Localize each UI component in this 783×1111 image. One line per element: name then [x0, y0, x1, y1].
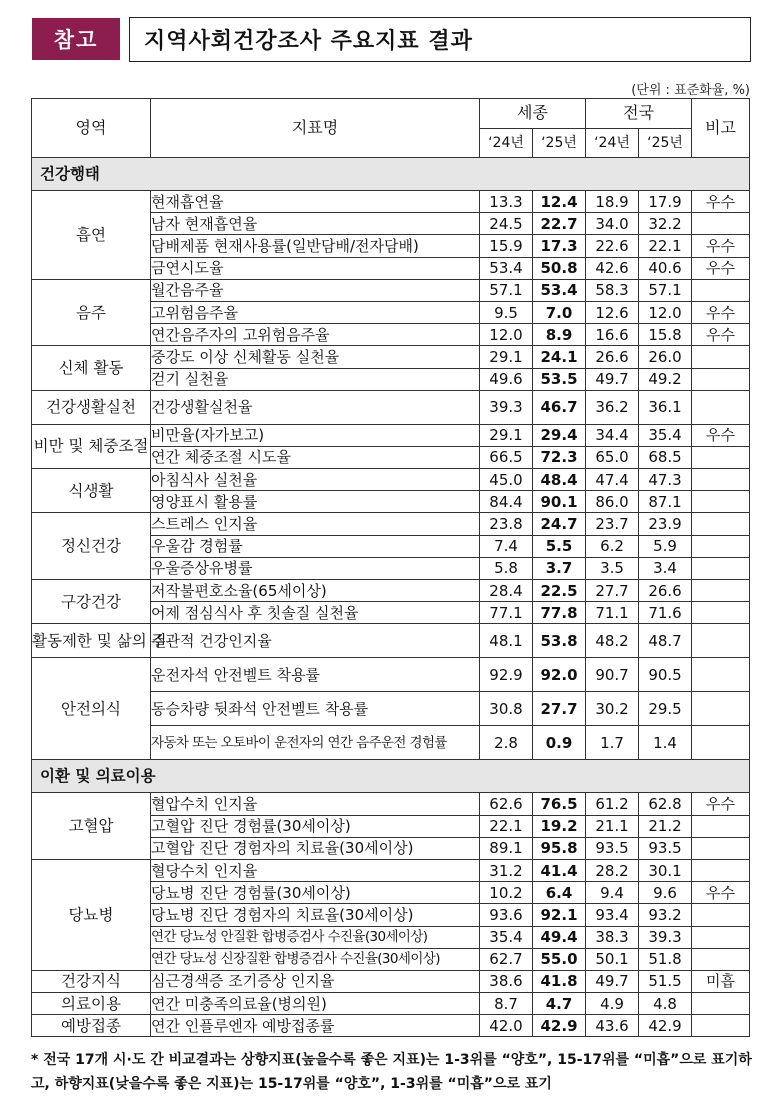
sejong-2025-cell: 19.2 — [533, 815, 586, 837]
indicator-name-cell: 혈당수치 인지율 — [151, 859, 480, 881]
sejong-2024-cell: 77.1 — [480, 602, 533, 624]
national-2025-cell: 26.0 — [639, 346, 692, 368]
national-2024-cell: 61.2 — [586, 793, 639, 815]
national-2024-cell: 3.5 — [586, 557, 639, 579]
indicator-table — [31, 98, 750, 1037]
note-cell — [692, 726, 750, 760]
header-national-2025: ‘25년 — [639, 128, 692, 158]
area-cell: 식생활 — [32, 469, 151, 513]
sejong-2025-cell: 7.0 — [533, 301, 586, 323]
indicator-name-cell: 고혈압 진단 경험자의 치료율(30세이상) — [151, 837, 480, 859]
national-2024-cell: 28.2 — [586, 859, 639, 881]
national-2024-cell: 90.7 — [586, 658, 639, 692]
note-cell — [692, 1015, 750, 1037]
area-cell: 정신건강 — [32, 513, 151, 580]
sejong-2025-cell: 22.7 — [533, 213, 586, 235]
sejong-2025-cell: 49.4 — [533, 926, 586, 948]
national-2024-cell: 71.1 — [586, 602, 639, 624]
national-2025-cell: 93.5 — [639, 837, 692, 859]
sejong-2025-cell: 17.3 — [533, 235, 586, 257]
sejong-2024-cell: 92.9 — [480, 658, 533, 692]
indicator-name-cell: 자동차 또는 오토바이 운전자의 연간 음주운전 경험률 — [151, 726, 480, 760]
table-body — [32, 158, 750, 1037]
indicator-name-cell: 연간음주자의 고위험음주율 — [151, 324, 480, 346]
note-cell — [692, 446, 750, 468]
national-2024-cell: 58.3 — [586, 279, 639, 301]
indicator-name-cell: 고위험음주율 — [151, 301, 480, 323]
indicator-name-cell: 당뇨병 진단 경험률(30세이상) — [151, 882, 480, 904]
indicator-name-cell: 주관적 건강인지율 — [151, 624, 480, 658]
indicator-name-cell: 연간 당뇨성 신장질환 합병증검사 수진율(30세이상) — [151, 948, 480, 970]
sejong-2024-cell: 22.1 — [480, 815, 533, 837]
sejong-2025-cell: 90.1 — [533, 491, 586, 513]
area-cell: 음주 — [32, 279, 151, 346]
indicator-name-cell: 영양표시 활용률 — [151, 491, 480, 513]
national-2025-cell: 93.2 — [639, 904, 692, 926]
sejong-2024-cell: 28.4 — [480, 580, 533, 602]
national-2024-cell: 27.7 — [586, 580, 639, 602]
national-2024-cell: 1.7 — [586, 726, 639, 760]
national-2024-cell: 30.2 — [586, 692, 639, 726]
section-title: 이환 및 의료이용 — [32, 760, 750, 793]
sejong-2024-cell: 29.1 — [480, 346, 533, 368]
indicator-name-cell: 연간 당뇨성 안질환 합병증검사 수진율(30세이상) — [151, 926, 480, 948]
note-cell — [692, 213, 750, 235]
sejong-2025-cell: 55.0 — [533, 948, 586, 970]
sejong-2024-cell: 13.3 — [480, 191, 533, 213]
national-2025-cell: 29.5 — [639, 692, 692, 726]
sejong-2025-cell: 6.4 — [533, 882, 586, 904]
sejong-2025-cell: 24.7 — [533, 513, 586, 535]
national-2025-cell: 90.5 — [639, 658, 692, 692]
table-row — [32, 658, 750, 692]
national-2025-cell: 3.4 — [639, 557, 692, 579]
note-cell — [692, 993, 750, 1015]
indicator-name-cell: 우울감 경험률 — [151, 535, 480, 557]
national-2024-cell: 93.5 — [586, 837, 639, 859]
sejong-2025-cell: 4.7 — [533, 993, 586, 1015]
indicator-name-cell: 저작불편호소율(65세이상) — [151, 580, 480, 602]
note-cell — [692, 815, 750, 837]
sejong-2025-cell: 41.4 — [533, 859, 586, 881]
unit-note: (단위 : 표준화율, %) — [631, 83, 750, 98]
national-2025-cell: 48.7 — [639, 624, 692, 658]
sejong-2025-cell: 92.0 — [533, 658, 586, 692]
national-2025-cell: 51.8 — [639, 948, 692, 970]
sejong-2025-cell: 46.7 — [533, 390, 586, 424]
section-header-row — [32, 158, 750, 191]
national-2025-cell: 15.8 — [639, 324, 692, 346]
note-cell: 우수 — [692, 424, 750, 446]
note-cell — [692, 624, 750, 658]
page-title: 지역사회건강조사 주요지표 결과 — [129, 17, 751, 62]
sejong-2024-cell: 23.8 — [480, 513, 533, 535]
national-2024-cell: 48.2 — [586, 624, 639, 658]
note-cell: 우수 — [692, 793, 750, 815]
national-2025-cell: 36.1 — [639, 390, 692, 424]
note-cell — [692, 926, 750, 948]
sejong-2024-cell: 29.1 — [480, 424, 533, 446]
indicator-name-cell: 동승차량 뒷좌석 안전벨트 착용률 — [151, 692, 480, 726]
header-note: 비고 — [692, 99, 750, 158]
note-cell: 우수 — [692, 301, 750, 323]
indicator-name-cell: 고혈압 진단 경험률(30세이상) — [151, 815, 480, 837]
sejong-2024-cell: 45.0 — [480, 469, 533, 491]
indicator-name-cell: 혈압수치 인지율 — [151, 793, 480, 815]
sejong-2025-cell: 92.1 — [533, 904, 586, 926]
national-2025-cell: 40.6 — [639, 257, 692, 279]
note-cell — [692, 469, 750, 491]
sejong-2024-cell: 39.3 — [480, 390, 533, 424]
national-2025-cell: 39.3 — [639, 926, 692, 948]
note-cell — [692, 859, 750, 881]
header-national: 전국 — [586, 99, 692, 129]
sejong-2025-cell: 12.4 — [533, 191, 586, 213]
national-2024-cell: 86.0 — [586, 491, 639, 513]
sejong-2024-cell: 49.6 — [480, 368, 533, 390]
sejong-2025-cell: 42.9 — [533, 1015, 586, 1037]
national-2025-cell: 9.6 — [639, 882, 692, 904]
indicator-name-cell: 비만율(자가보고) — [151, 424, 480, 446]
national-2024-cell: 49.7 — [586, 368, 639, 390]
header-sejong-2025: ‘25년 — [533, 128, 586, 158]
table-row — [32, 624, 750, 658]
indicator-name-cell: 금연시도율 — [151, 257, 480, 279]
national-2024-cell: 34.4 — [586, 424, 639, 446]
note-cell: 우수 — [692, 882, 750, 904]
national-2025-cell: 1.4 — [639, 726, 692, 760]
sejong-2024-cell: 42.0 — [480, 1015, 533, 1037]
area-cell: 구강건강 — [32, 580, 151, 624]
table-row — [32, 1015, 750, 1037]
sejong-2025-cell: 5.5 — [533, 535, 586, 557]
sejong-2024-cell: 15.9 — [480, 235, 533, 257]
note-cell — [692, 658, 750, 692]
sejong-2024-cell: 10.2 — [480, 882, 533, 904]
sejong-2025-cell: 53.4 — [533, 279, 586, 301]
sejong-2025-cell: 29.4 — [533, 424, 586, 446]
footnote: * 전국 17개 시·도 간 비교결과는 상향지표(높을수록 좋은 지표)는 1-3위를 “양호”, 15-17위를 “미흡”으로 표기하고, 하향지표(낮을수록 좋은 지표)는 15-17위를 “양호”, 1-3위를 “미흡”으로 표기 — [31, 1052, 752, 1092]
sejong-2024-cell: 53.4 — [480, 257, 533, 279]
sejong-2025-cell: 50.8 — [533, 257, 586, 279]
sejong-2024-cell: 30.8 — [480, 692, 533, 726]
note-cell — [692, 346, 750, 368]
indicator-name-cell: 운전자석 안전벨트 착용률 — [151, 658, 480, 692]
section-header-row — [32, 760, 750, 793]
note-cell — [692, 368, 750, 390]
area-cell: 비만 및 체중조절 — [32, 424, 151, 468]
indicator-name-cell: 건강생활실천율 — [151, 390, 480, 424]
indicator-name-cell: 남자 현재흡연율 — [151, 213, 480, 235]
note-cell — [692, 904, 750, 926]
table-row — [32, 970, 750, 992]
note-cell: 우수 — [692, 235, 750, 257]
indicator-name-cell: 연간 미충족의료율(병의원) — [151, 993, 480, 1015]
indicator-name-cell: 연간 체중조절 시도율 — [151, 446, 480, 468]
national-2024-cell: 6.2 — [586, 535, 639, 557]
national-2024-cell: 23.7 — [586, 513, 639, 535]
sejong-2024-cell: 12.0 — [480, 324, 533, 346]
note-cell — [692, 580, 750, 602]
sejong-2025-cell: 72.3 — [533, 446, 586, 468]
header-area: 영역 — [32, 99, 151, 158]
indicator-name-cell: 심근경색증 조기증상 인지율 — [151, 970, 480, 992]
national-2024-cell: 36.2 — [586, 390, 639, 424]
national-2025-cell: 62.8 — [639, 793, 692, 815]
table-row — [32, 390, 750, 424]
sejong-2024-cell: 35.4 — [480, 926, 533, 948]
national-2024-cell: 43.6 — [586, 1015, 639, 1037]
table-row — [32, 346, 750, 368]
sejong-2024-cell: 9.5 — [480, 301, 533, 323]
national-2025-cell: 17.9 — [639, 191, 692, 213]
sejong-2024-cell: 93.6 — [480, 904, 533, 926]
sejong-2025-cell: 77.8 — [533, 602, 586, 624]
header-sejong-2024: ‘24년 — [480, 128, 533, 158]
table-row — [32, 513, 750, 535]
table-row — [32, 793, 750, 815]
note-cell — [692, 692, 750, 726]
note-cell — [692, 837, 750, 859]
national-2024-cell: 18.9 — [586, 191, 639, 213]
sejong-2024-cell: 2.8 — [480, 726, 533, 760]
national-2025-cell: 47.3 — [639, 469, 692, 491]
national-2025-cell: 12.0 — [639, 301, 692, 323]
header-national-2024: ‘24년 — [586, 128, 639, 158]
national-2025-cell: 87.1 — [639, 491, 692, 513]
sejong-2024-cell: 7.4 — [480, 535, 533, 557]
national-2025-cell: 5.9 — [639, 535, 692, 557]
indicator-name-cell: 당뇨병 진단 경험자의 치료율(30세이상) — [151, 904, 480, 926]
table-row — [32, 191, 750, 213]
indicator-name-cell: 월간음주율 — [151, 279, 480, 301]
national-2024-cell: 49.7 — [586, 970, 639, 992]
sejong-2025-cell: 41.8 — [533, 970, 586, 992]
national-2025-cell: 68.5 — [639, 446, 692, 468]
national-2024-cell: 22.6 — [586, 235, 639, 257]
sejong-2024-cell: 66.5 — [480, 446, 533, 468]
national-2025-cell: 30.1 — [639, 859, 692, 881]
indicator-name-cell: 걷기 실천율 — [151, 368, 480, 390]
note-cell — [692, 948, 750, 970]
reference-badge: 참고 — [32, 18, 120, 60]
national-2025-cell: 35.4 — [639, 424, 692, 446]
indicator-name-cell: 연간 인플루엔자 예방접종률 — [151, 1015, 480, 1037]
national-2024-cell: 38.3 — [586, 926, 639, 948]
indicator-name-cell: 아침식사 실천율 — [151, 469, 480, 491]
national-2024-cell: 42.6 — [586, 257, 639, 279]
national-2025-cell: 32.2 — [639, 213, 692, 235]
indicator-name-cell: 우울증상유병률 — [151, 557, 480, 579]
sejong-2024-cell: 62.7 — [480, 948, 533, 970]
national-2024-cell: 21.1 — [586, 815, 639, 837]
table-row — [32, 424, 750, 446]
table-row — [32, 279, 750, 301]
area-cell: 건강지식 — [32, 970, 151, 992]
sejong-2025-cell: 53.5 — [533, 368, 586, 390]
area-cell: 고혈압 — [32, 793, 151, 860]
note-cell — [692, 557, 750, 579]
area-cell: 안전의식 — [32, 658, 151, 760]
sejong-2025-cell: 76.5 — [533, 793, 586, 815]
national-2024-cell: 9.4 — [586, 882, 639, 904]
sejong-2024-cell: 89.1 — [480, 837, 533, 859]
national-2025-cell: 21.2 — [639, 815, 692, 837]
area-cell: 당뇨병 — [32, 859, 151, 970]
sejong-2024-cell: 62.6 — [480, 793, 533, 815]
note-cell — [692, 491, 750, 513]
area-cell: 건강생활실천 — [32, 390, 151, 424]
table-row — [32, 859, 750, 881]
sejong-2025-cell: 0.9 — [533, 726, 586, 760]
national-2025-cell: 4.8 — [639, 993, 692, 1015]
area-cell: 활동제한 및 삶의 질 — [32, 624, 151, 658]
indicator-name-cell: 담배제품 현재사용률(일반담배/전자담배) — [151, 235, 480, 257]
area-cell: 흡연 — [32, 191, 151, 280]
national-2024-cell: 12.6 — [586, 301, 639, 323]
table-row — [32, 580, 750, 602]
sejong-2024-cell: 24.5 — [480, 213, 533, 235]
sejong-2024-cell: 57.1 — [480, 279, 533, 301]
national-2025-cell: 42.9 — [639, 1015, 692, 1037]
area-cell: 예방접종 — [32, 1015, 151, 1037]
national-2024-cell: 4.9 — [586, 993, 639, 1015]
sejong-2024-cell: 84.4 — [480, 491, 533, 513]
national-2025-cell: 22.1 — [639, 235, 692, 257]
area-cell: 신체 활동 — [32, 346, 151, 390]
indicator-name-cell: 스트레스 인지율 — [151, 513, 480, 535]
sejong-2025-cell: 24.1 — [533, 346, 586, 368]
sejong-2024-cell: 48.1 — [480, 624, 533, 658]
national-2025-cell: 26.6 — [639, 580, 692, 602]
sejong-2025-cell: 27.7 — [533, 692, 586, 726]
sejong-2025-cell: 22.5 — [533, 580, 586, 602]
note-cell — [692, 279, 750, 301]
note-cell: 우수 — [692, 257, 750, 279]
national-2025-cell: 49.2 — [639, 368, 692, 390]
sejong-2025-cell: 3.7 — [533, 557, 586, 579]
national-2025-cell: 51.5 — [639, 970, 692, 992]
section-title: 건강행태 — [32, 158, 750, 191]
national-2024-cell: 47.4 — [586, 469, 639, 491]
header-sejong: 세종 — [480, 99, 586, 129]
sejong-2025-cell: 48.4 — [533, 469, 586, 491]
note-cell: 우수 — [692, 324, 750, 346]
sejong-2024-cell: 38.6 — [480, 970, 533, 992]
area-cell: 의료이용 — [32, 993, 151, 1015]
national-2025-cell: 23.9 — [639, 513, 692, 535]
national-2025-cell: 57.1 — [639, 279, 692, 301]
note-cell — [692, 513, 750, 535]
sejong-2024-cell: 31.2 — [480, 859, 533, 881]
sejong-2025-cell: 53.8 — [533, 624, 586, 658]
note-cell: 미흡 — [692, 970, 750, 992]
note-cell — [692, 390, 750, 424]
sejong-2024-cell: 5.8 — [480, 557, 533, 579]
national-2025-cell: 71.6 — [639, 602, 692, 624]
indicator-name-cell: 어제 점심식사 후 칫솔질 실천율 — [151, 602, 480, 624]
national-2024-cell: 34.0 — [586, 213, 639, 235]
header-indicator: 지표명 — [151, 99, 480, 158]
table-row — [32, 993, 750, 1015]
sejong-2025-cell: 95.8 — [533, 837, 586, 859]
note-cell — [692, 602, 750, 624]
sejong-2024-cell: 8.7 — [480, 993, 533, 1015]
note-cell: 우수 — [692, 191, 750, 213]
page-header — [32, 17, 751, 62]
national-2024-cell: 50.1 — [586, 948, 639, 970]
sejong-2025-cell: 8.9 — [533, 324, 586, 346]
national-2024-cell: 16.6 — [586, 324, 639, 346]
indicator-name-cell: 현재흡연율 — [151, 191, 480, 213]
note-cell — [692, 535, 750, 557]
national-2024-cell: 26.6 — [586, 346, 639, 368]
indicator-name-cell: 중강도 이상 신체활동 실천율 — [151, 346, 480, 368]
national-2024-cell: 65.0 — [586, 446, 639, 468]
table-row — [32, 469, 750, 491]
national-2024-cell: 93.4 — [586, 904, 639, 926]
